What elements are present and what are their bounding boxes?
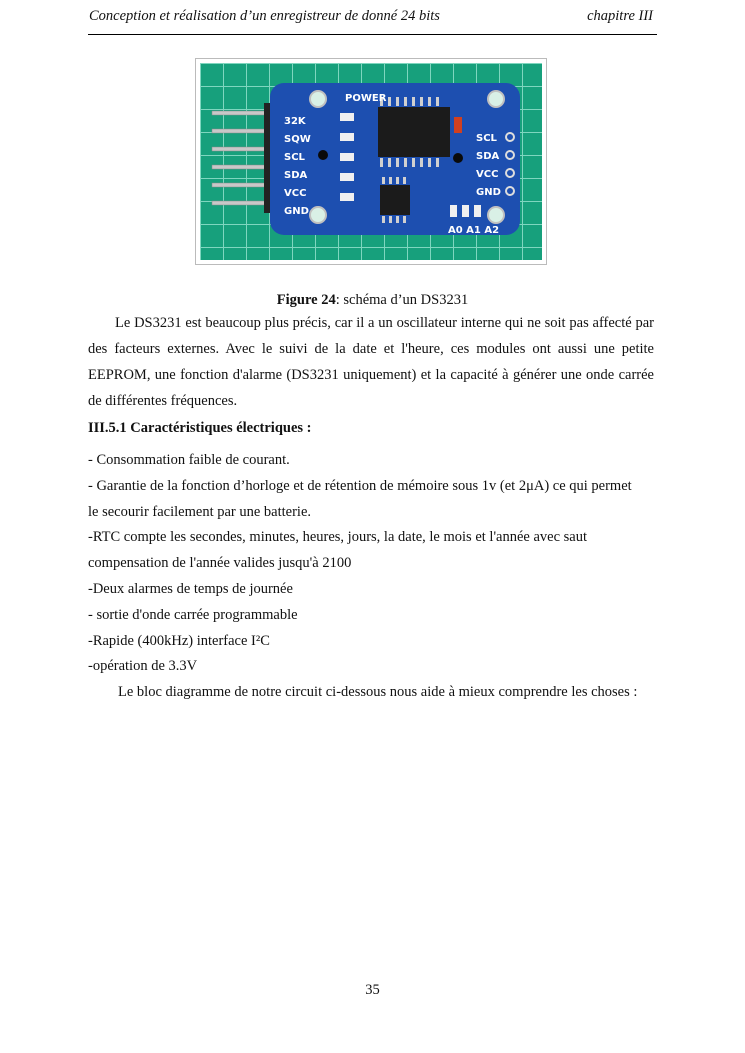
list-item: -opération de 3.3V — [88, 658, 198, 675]
list-item: compensation de l'année valides jusqu'à 2100 — [88, 555, 352, 572]
paragraph-intro: Le DS3231 est beaucoup plus précis, car il a un oscillateur interne qui ne soit pas affecté par des facteurs externes. Avec le suivi de la date et l'heure, ces modules ont aussi une petite EEPROM, une fonction d'alarme (DS3231 uniquement) et la capacité à générer une onde carrée de différentes fréquences. — [88, 315, 654, 409]
list-item: -Rapide (400kHz) interface I²C — [88, 632, 270, 649]
right-pin-label: VCC — [476, 169, 499, 180]
page-number: 35 — [365, 982, 380, 998]
list-item: - sortie d'onde carrée programmable — [88, 606, 298, 623]
eeprom-chip — [380, 185, 410, 215]
right-pin-label: GND — [476, 187, 501, 198]
left-pin-label: SQW — [284, 134, 311, 145]
paragraph-block-diagram: Le bloc diagramme de notre circuit ci-dessous nous aide à mieux comprendre les choses : — [118, 684, 638, 700]
header-title: Conception et réalisation d’un enregistreur de donné 24 bits — [89, 8, 440, 24]
characteristics-list — [88, 447, 654, 679]
figure-ds3231-photo — [195, 58, 547, 265]
label-power: POWER — [345, 93, 387, 104]
left-pin-label: SCL — [284, 152, 305, 163]
caption-label: Figure 24 — [276, 292, 336, 308]
right-pin-label: SCL — [476, 133, 497, 144]
left-pin-label: SDA — [284, 170, 308, 181]
section-heading: III.5.1 Caractéristiques électriques : — [88, 420, 312, 436]
list-item: - Garantie de la fonction d’horloge et de rétention de mémoire sous 1v (et 2μA) ce qui permet — [88, 477, 632, 494]
list-item: - Consommation faible de courant. — [88, 452, 290, 468]
list-item: -Deux alarmes de temps de journée — [88, 580, 293, 597]
left-pin-label: 32K — [284, 116, 306, 127]
left-pin-label: VCC — [284, 188, 307, 199]
left-pin-label: GND — [284, 206, 309, 217]
address-label: A0 A1 A2 — [448, 225, 500, 236]
right-pin-label: SDA — [476, 151, 500, 162]
page-header — [88, 6, 657, 35]
list-item: le secourir facilement par une batterie. — [88, 503, 312, 520]
ds3231-module-illustration — [200, 63, 542, 260]
list-item: -RTC compte les secondes, minutes, heures, jours, la date, le mois et l'année avec saut — [88, 529, 588, 546]
figure-caption — [0, 292, 745, 309]
caption-text: : schéma d’un DS3231 — [335, 292, 469, 308]
ds3231-chip — [378, 107, 450, 157]
header-chapter: chapitre III — [587, 8, 653, 24]
